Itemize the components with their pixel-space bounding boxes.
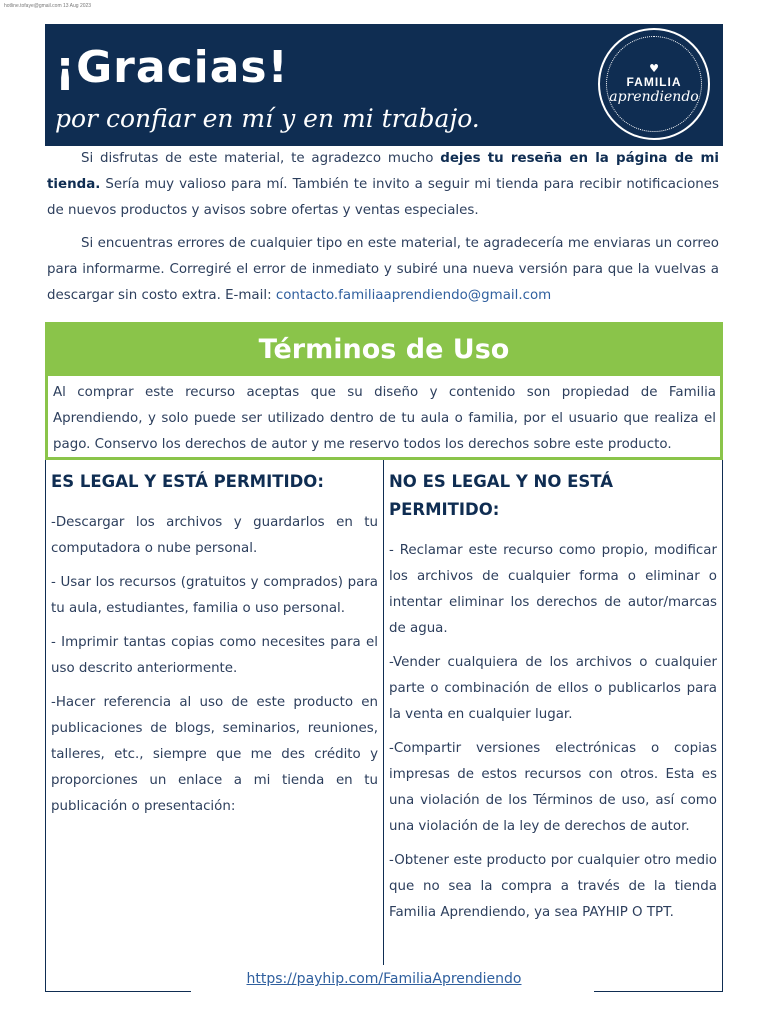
- contact-email-link[interactable]: contacto.familiaaprendiendo@gmail.com: [275, 288, 552, 303]
- download-watermark: hotline.tofaye@gmail.com 13 Aug 2023: [4, 3, 92, 9]
- logo-text-aprendiendo: aprendiendo: [609, 89, 699, 105]
- forbidden-column: [389, 468, 717, 934]
- logo-text-familia: FAMILIA: [626, 75, 682, 89]
- logo-inner-ring: [606, 36, 702, 132]
- forbidden-item: -Compartir versiones electrónicas o copias impresas de estos recursos con otros. Esta es una violación de los Términos de uso, así como una violación de la ley de derechos de autor.: [389, 741, 717, 834]
- errors-paragraph: [47, 231, 719, 309]
- review-text-bold: dejes tu reseña en la página de mi tienda.: [47, 151, 719, 192]
- review-text-end: Sería muy valioso para mí. También te invito a seguir mi tienda para recibir notificaciones de nuevos productos y avisos sobre ofertas y ventas especiales.: [47, 177, 719, 218]
- forbidden-item: -Obtener este producto por cualquier otro medio que no sea la compra a través de la tienda Familia Aprendiendo, ya sea PAYHIP O TPT.: [389, 853, 717, 920]
- terms-of-use-body: Al comprar este recurso aceptas que su diseño y contenido son propiedad de Familia Aprendiendo, y solo puede ser utilizado dentro de tu aula o familia, por el usuario que realiza el pago. Conservo los derechos de autor y me reservo todos los derechos sobre este producto.: [45, 376, 723, 460]
- allowed-item: -Descargar los archivos y guardarlos en tu computadora o nube personal.: [51, 515, 378, 556]
- columns-divider: [383, 460, 384, 965]
- thanks-banner: [45, 24, 723, 146]
- forbidden-item: - Reclamar este recurso como propio, modificar los archivos de cualquier forma o eliminar o intentar eliminar los derechos de autor/marcas de agua.: [389, 543, 717, 636]
- banner-subtitle: por confiar en mí y en mi trabajo.: [55, 104, 480, 133]
- allowed-column: [51, 468, 378, 828]
- review-text-start: Si disfrutas de este material, te agradezco mucho: [81, 151, 441, 166]
- terms-of-use-title: Términos de Uso: [45, 322, 723, 376]
- payhip-store-link[interactable]: https://payhip.com/FamiliaAprendiendo: [246, 971, 522, 987]
- bottom-rule-left: [45, 991, 191, 992]
- errors-text: Si encuentras errores de cualquier tipo en este material, te agradecería me enviaras un correo para informarme. Corregiré el error de inmediato y subiré una nueva versión para que la vuelvas a descargar sin costo extra. E-mail:: [47, 236, 719, 303]
- allowed-heading: ES LEGAL Y ESTÁ PERMITIDO:: [51, 472, 324, 491]
- allowed-item: -Hacer referencia al uso de este producto en publicaciones de blogs, seminarios, reuniones, talleres, etc., siempre que me des crédito y proporciones un enlace a mi tienda en tu publicación o presentación:: [51, 695, 378, 814]
- banner-title: ¡Gracias!: [55, 42, 289, 93]
- familia-aprendiendo-logo: [598, 28, 710, 140]
- allowed-item: - Usar los recursos (gratuitos y comprados) para tu aula, estudiantes, familia o uso personal.: [51, 575, 378, 616]
- forbidden-item: -Vender cualquiera de los archivos o cualquier parte o combinación de ellos o publicarlos para la venta en cualquier lugar.: [389, 655, 717, 722]
- forbidden-heading: NO ES LEGAL Y NO ESTÁ PERMITIDO:: [389, 472, 614, 519]
- bottom-rule-right: [594, 991, 723, 992]
- allowed-item: - Imprimir tantas copias como necesites para el uso descrito anteriormente.: [51, 635, 378, 676]
- review-request-paragraph: [47, 146, 719, 224]
- heart-icon: ♥: [649, 62, 659, 75]
